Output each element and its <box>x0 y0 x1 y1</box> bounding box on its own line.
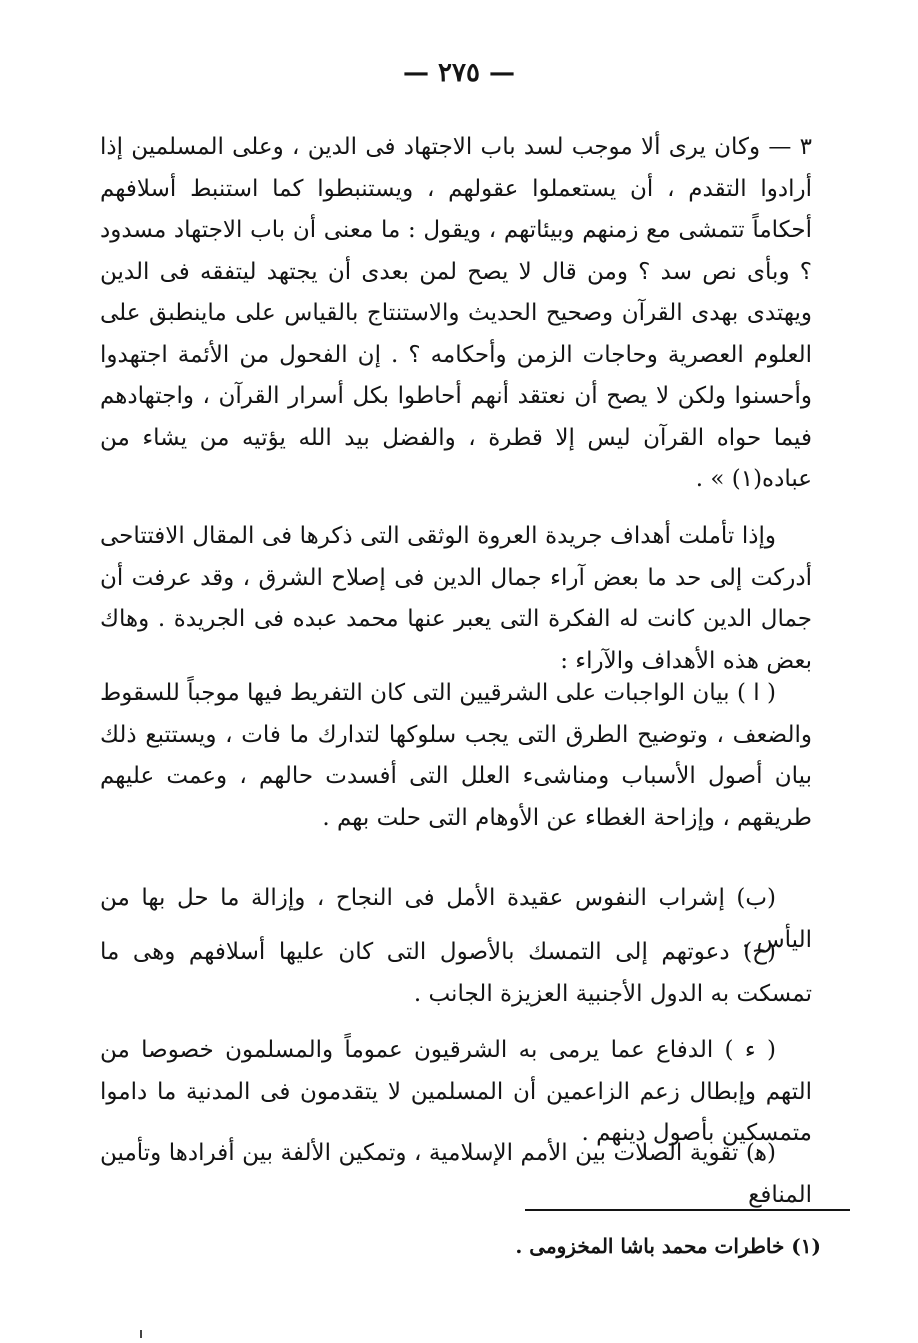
footnote-divider <box>525 1209 850 1211</box>
list-item-a: ( ا ) بيان الواجبات على الشرقيين التى كان التفريط فيها موجباً للسقوط والضعف ، وتوضيح الطرق التى يجب سلوكها لتدارك ما فات ، ويستتبع ذلك بيان أصول الأسباب ومناشىء العلل التى أفسدت حالهم ، وعمت عليهم طريقهم ، وإزاحة الغطاء عن الأوهام التى حلت بهم . <box>100 680 812 831</box>
list-item-b: (ب) إشراب النفوس عقيدة الأمل فى النجاح ، وإزالة ما حل بها من اليأس . <box>100 885 812 953</box>
scan-artifact <box>140 1330 142 1338</box>
page-number: — ٢٧٥ — <box>402 58 516 88</box>
footnote: (١) خاطرات محمد باشا المخزومى . <box>515 1234 821 1258</box>
paragraph-ijtihad: ٣ — وكان يرى ألا موجب لسد باب الاجتهاد فى الدين ، وعلى المسلمين إذا أرادوا التقدم ، أن يستعملوا عقولهم ، ويستنبطوا كما استنبط أسلافهم أحكاماً تتمشى مع زمنهم وبيئاتهم ، ويقول : ما معنى أن باب الاجتهاد مسدود ؟ وبأى نص سد ؟ ومن قال لا يصح لمن بعدى أن يجتهد ليتفقه فى الدين ويهتدى بهدى القرآن وصحيح الحديث والاستنتاج بالقياس على ماينطبق على العلوم العصرية وحاجات الزمن وأحكامه ؟ . إن الفحول من الأئمة اجتهدوا وأحسنوا ولكن لا يصح أن نعتقد أنهم أحاطوا بكل أسرار القرآن ، واجتهادهم فيما حواه القرآن ليس إلا قطرة ، والفضل بيد الله يؤتيه من يشاء من عباده(١) » . <box>100 134 812 492</box>
list-item-e: (ﻫ) تقوية الصلات بين الأمم الإسلامية ، وتمكين الألفة بين أفرادها وتأمين المنافع <box>100 1140 812 1208</box>
list-item-c: (ح) دعوتهم إلى التمسك بالأصول التى كان عليها أسلافهم وهى ما تمسكت به الدول الأجنبية العزيزة الجانب . <box>100 939 812 1007</box>
list-item-d: ( ء ) الدفاع عما يرمى به الشرقيون عموماً والمسلمون خصوصا من التهم وإبطال زعم الزاعمين أن المسلمين لا يتقدمون فى المدنية ما داموا متمسكين بأصول دينهم . <box>100 1037 812 1146</box>
paragraph-urwa-goals: وإذا تأملت أهداف جريدة العروة الوثقى التى ذكرها فى المقال الافتتاحى أدركت إلى حد ما بعض آراء جمال الدين فى إصلاح الشرق ، وقد عرفت أن جمال الدين كانت له الفكرة التى يعبر عنها محمد عبده فى الجريدة . وهاك بعض هذه الأهداف والآراء : <box>100 523 812 674</box>
